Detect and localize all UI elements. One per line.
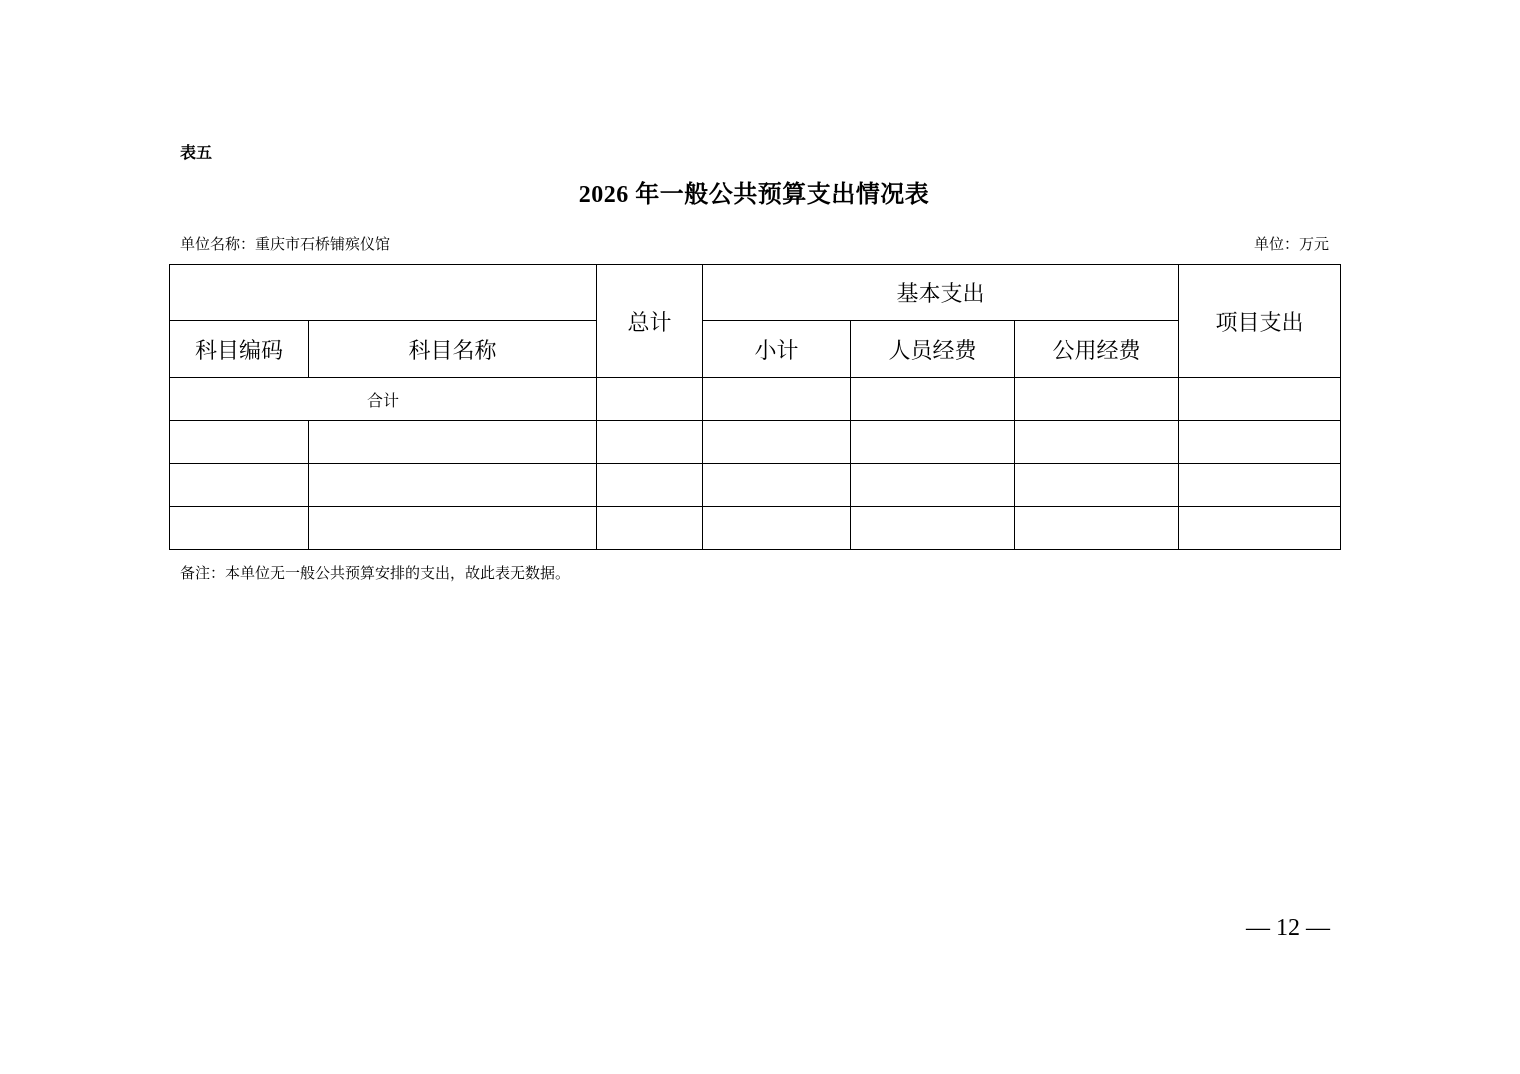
header-public-expense: 公用经费 xyxy=(1015,321,1179,378)
header-row-2 xyxy=(170,321,1341,378)
table-note: 备注：本单位无一般公共预算安排的支出，故此表无数据。 xyxy=(180,564,571,582)
table-row xyxy=(170,464,1341,507)
total-row-total xyxy=(597,378,703,421)
header-basic-expense: 基本支出 xyxy=(703,265,1179,321)
header-blank-cell xyxy=(170,265,597,321)
header-subtotal: 小计 xyxy=(703,321,851,378)
cell-project xyxy=(1179,421,1341,464)
cell-name xyxy=(309,421,597,464)
table-row xyxy=(170,421,1341,464)
header-total: 总计 xyxy=(597,265,703,378)
unit-measure: 单位：万元 xyxy=(1253,235,1329,253)
cell-total xyxy=(597,507,703,550)
cell-code xyxy=(170,464,309,507)
unit-name: 单位名称：重庆市石桥铺殡仪馆 xyxy=(180,235,391,253)
cell-total xyxy=(597,421,703,464)
total-row-subtotal xyxy=(703,378,851,421)
cell-personnel xyxy=(851,464,1015,507)
header-subject-code: 科目编码 xyxy=(170,321,309,378)
cell-personnel xyxy=(851,421,1015,464)
total-row-personnel xyxy=(851,378,1015,421)
table-row xyxy=(170,507,1341,550)
total-row-public xyxy=(1015,378,1179,421)
total-row-project xyxy=(1179,378,1341,421)
page-number: — 12 — xyxy=(1246,915,1330,941)
cell-subtotal xyxy=(703,464,851,507)
page-title: 2026 年一般公共预算支出情况表 xyxy=(578,182,930,208)
cell-name xyxy=(309,464,597,507)
cell-public xyxy=(1015,421,1179,464)
cell-project xyxy=(1179,507,1341,550)
cell-project xyxy=(1179,464,1341,507)
cell-total xyxy=(597,464,703,507)
header-row-1 xyxy=(170,265,1341,321)
table-label: 表五 xyxy=(180,143,213,162)
cell-subtotal xyxy=(703,421,851,464)
header-project-expense: 项目支出 xyxy=(1179,265,1341,378)
cell-name xyxy=(309,507,597,550)
budget-table xyxy=(169,264,1341,550)
cell-code xyxy=(170,507,309,550)
header-personnel-expense: 人员经费 xyxy=(851,321,1015,378)
cell-public xyxy=(1015,507,1179,550)
cell-personnel xyxy=(851,507,1015,550)
total-row-label: 合计 xyxy=(170,378,597,421)
total-row xyxy=(170,378,1341,421)
cell-public xyxy=(1015,464,1179,507)
cell-code xyxy=(170,421,309,464)
header-subject-name: 科目名称 xyxy=(309,321,597,378)
cell-subtotal xyxy=(703,507,851,550)
